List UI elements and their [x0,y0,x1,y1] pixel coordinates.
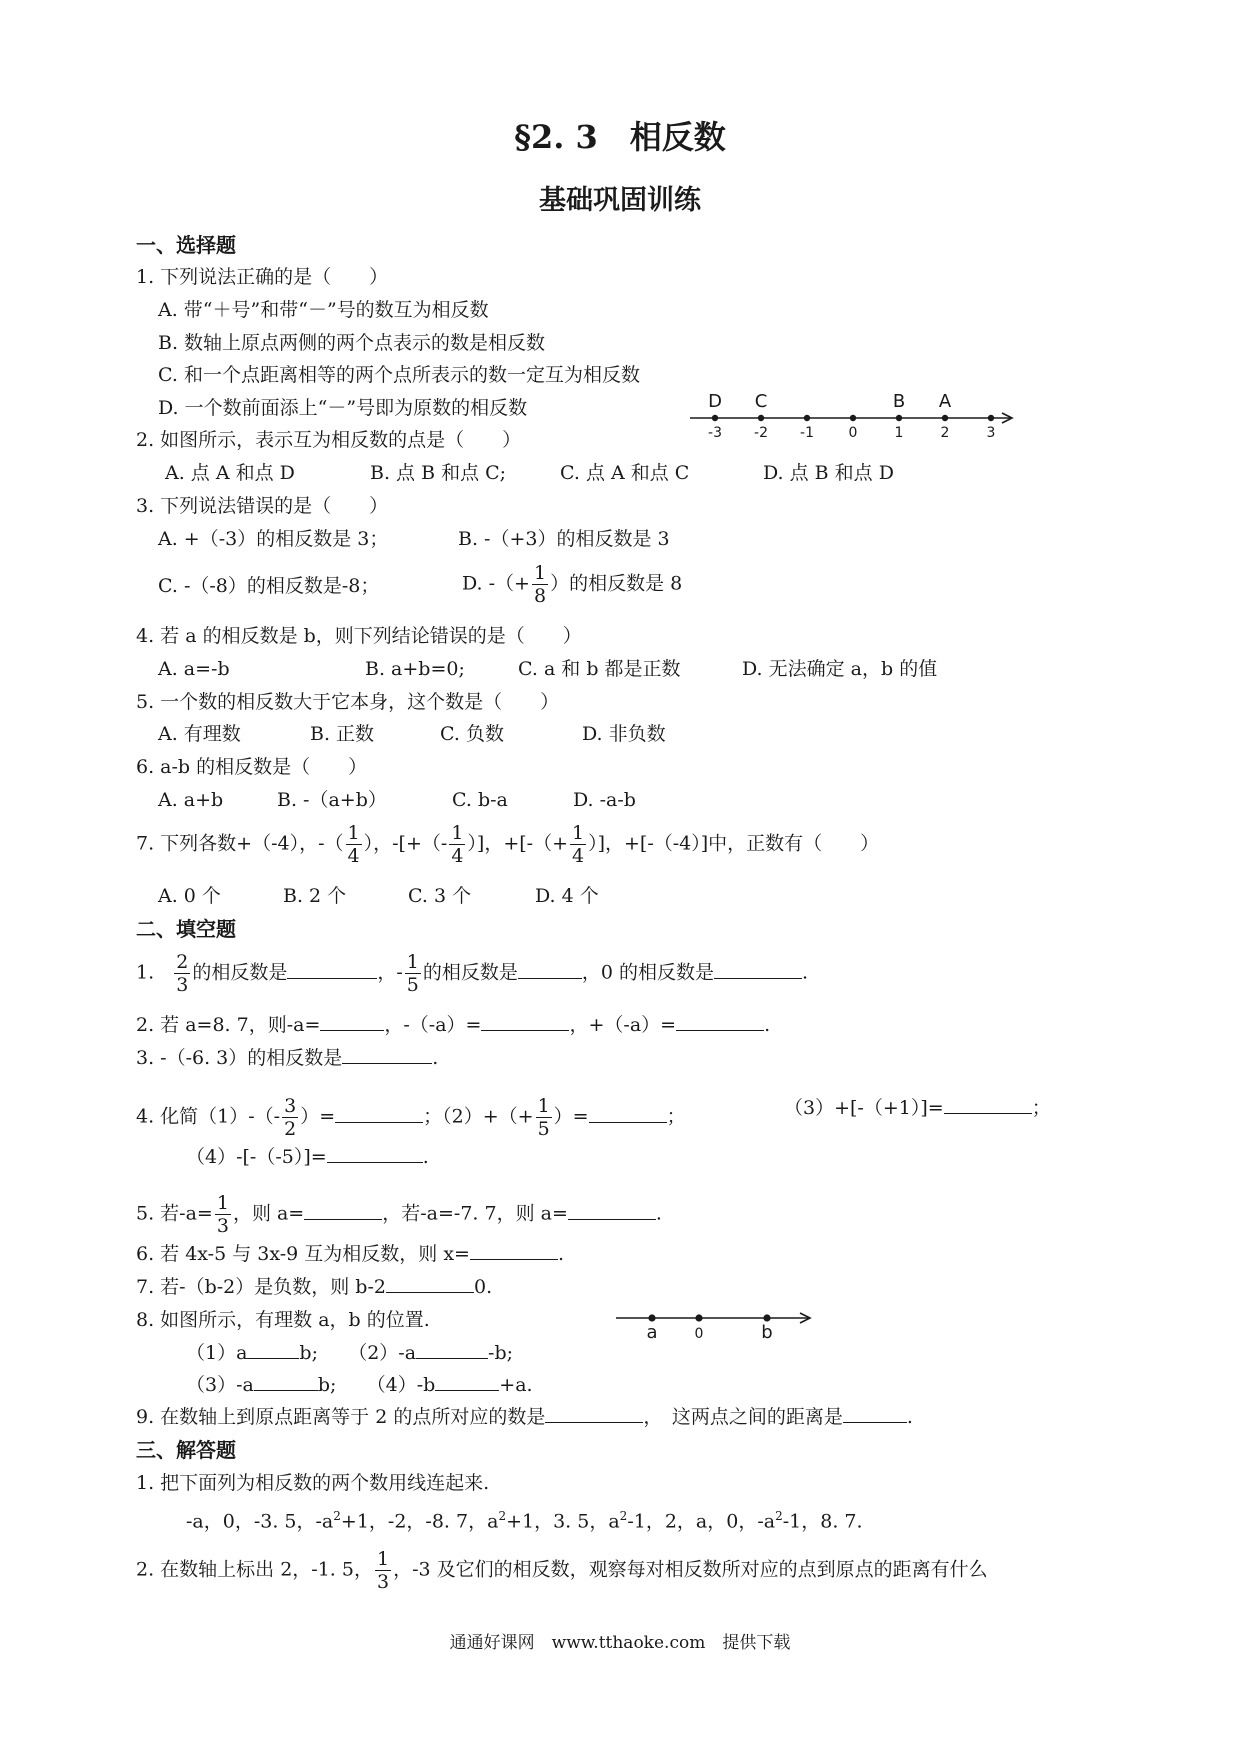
page-title: §2. 3 相反数 [514,118,726,156]
fill-q8-stem: 8. 如图所示，有理数 a，b 的位置. [136,1309,430,1331]
mc-q3-option-a: A. +（-3）的相反数是 3； [158,528,389,550]
mc-q2-option-a: A. 点 A 和点 D [165,462,295,484]
number-line-figure-1 [680,388,1025,440]
tick-label: -3 [708,425,722,440]
tick-label: 1 [894,425,904,440]
fill-q1: 1. $\frac{2}{3}$ 的相反数是 ，- $\frac{1}{5}$ 的相反数是 ，0 的相反数是 . [136,951,809,996]
fill-q7: 7. 若-（b-2）是负数，则 b-2 0. [136,1276,493,1298]
section-heading-choice: 一、选择题 [136,233,236,257]
fill-q3: 3. -（-6. 3）的相反数是 . [136,1047,439,1069]
answer-blank[interactable] [944,1095,1032,1114]
tick-label: 2 [940,425,950,440]
answer-blank[interactable] [714,960,802,979]
point-dot [648,1314,655,1321]
mc-q5-option-a: A. 有理数 [158,723,241,745]
tick-dot [712,415,718,421]
fraction: $\frac{3}{2}$ [284,1095,297,1140]
fraction: $\frac{1}{3}$ [376,1548,390,1593]
fill-q6: 6. 若 4x-5 与 3x-9 互为相反数，则 x= . [136,1243,565,1265]
tick-label: 0 [848,425,858,440]
fill-q4-line2: （4）-[-（-5）]= . [186,1146,429,1168]
point-label: B [892,391,906,412]
fill-q5: 5. 若-a= $\frac{1}{3}$ ，则 a= ，若-a=-7. 7，则 a= . [136,1192,662,1237]
answer-blank[interactable] [287,960,377,979]
fraction: $\frac{1}{4}$ [572,822,585,867]
answer-blank[interactable] [335,1104,423,1123]
answer-blank[interactable] [435,1372,499,1391]
answer-blank[interactable] [327,1144,423,1163]
mc-q5-stem: 5. 一个数的相反数大于它本身，这个数是（ ） [136,691,560,713]
mc-q5-option-d: D. 非负数 [582,723,666,745]
fraction: $\frac{1}{5}$ [406,951,419,996]
mc-q6-stem: 6. a-b 的相反数是（ ） [136,756,368,778]
mc-q6-option-c: C. b-a [452,789,508,811]
fraction: $\frac{1}{4}$ [451,822,464,867]
answer-blank[interactable] [304,1201,382,1220]
mc-q4-option-a: A. a=-b [158,658,230,680]
mc-q7-option-a: A. 0 个 [158,885,221,907]
mc-q7-option-b: B. 2 个 [283,885,347,907]
answer-blank[interactable] [568,1201,656,1220]
fraction: $\frac{1}{3}$ [216,1192,229,1237]
mc-q1-option-a: A. 带“＋号”和带“－”号的数互为相反数 [158,299,489,321]
fraction: $\frac{1}{4}$ [347,822,360,867]
mc-q6-option-b: B. -（a+b） [277,789,387,811]
answer-blank[interactable] [247,1340,299,1359]
point-label: a [646,1322,658,1343]
mc-q4-option-c: C. a 和 b 都是正数 [518,658,681,680]
answer-blank[interactable] [320,1012,384,1031]
fill-q4-line1: 4. 化简（1）-（- $\frac{3}{2}$ ）= ；（2）+（+ $\frac{1}{5}$ ）= ； [136,1095,686,1140]
mc-q2-option-d: D. 点 B 和点 D [763,462,894,484]
fraction: $\frac{1}{8}$ [533,562,547,607]
mc-q7-option-d: D. 4 个 [535,885,599,907]
point-dot [763,1314,770,1321]
answer-blank[interactable] [470,1241,558,1260]
mc-q3-option-b: B. -（+3）的相反数是 3 [458,528,670,550]
answer-blank[interactable] [589,1104,667,1123]
number-line-figure-2 [612,1302,817,1344]
fill-q8-row1: （1）a b; （2）-a -b; [186,1342,514,1364]
point-label: D [708,391,722,412]
mc-q1-option-b: B. 数轴上原点两侧的两个点表示的数是相反数 [158,332,546,354]
mc-q2-option-c: C. 点 A 和点 C [560,462,690,484]
mc-q4-option-d: D. 无法确定 a，b 的值 [742,658,938,680]
mc-q2-option-b: B. 点 B 和点 C; [370,462,507,484]
tick-label: -2 [754,425,768,440]
answer-blank[interactable] [518,960,582,979]
mc-q6-option-a: A. a+b [158,789,224,811]
tick-label: 3 [986,425,996,440]
fill-q8-row2: （3）-a b; （4）-b +a. [186,1374,533,1396]
point-label: A [938,391,952,412]
fill-q9: 9. 在数轴上到原点距离等于 2 的点所对应的数是 ， 这两点之间的距离是 . [136,1406,913,1428]
tick-dot [850,415,856,421]
mc-q2-stem: 2. 如图所示，表示互为相反数的点是（ ） [136,429,522,451]
fill-q4-part3: （3）+[-（+1）]= ； [784,1097,1051,1119]
mc-q6-option-d: D. -a-b [573,789,636,811]
mc-q5-option-b: B. 正数 [310,723,375,745]
answer-blank[interactable] [342,1045,432,1064]
mc-q7-stem: 7. 下列各数+（-4），-（ $\frac{1}{4}$ ），-[+（- $\frac{1}{4}$ ）]，+[-（+ $\frac{1}{4}$ ）]，+[-（-4）]中，正数有（ ） [136,822,880,867]
tick-dot [988,415,994,421]
point-label: C [754,391,768,412]
mc-q3-option-d: D. -（+ $\frac{1}{8}$ ）的相反数是 8 [462,562,683,607]
point-label: 0 [694,1326,704,1342]
section-heading-solve: 三、解答题 [136,1438,236,1462]
answer-blank[interactable] [481,1012,569,1031]
mc-q1-option-d: D. 一个数前面添上“－”号即为原数的相反数 [158,397,528,419]
tick-label: -1 [800,425,814,440]
mc-q4-stem: 4. 若 a 的相反数是 b，则下列结论错误的是（ ） [136,625,582,647]
tick-dot [942,415,948,421]
answer-blank[interactable] [386,1274,474,1293]
mc-q1-option-c: C. 和一个点距离相等的两个点所表示的数一定互为相反数 [158,364,640,386]
point-label: b [761,1322,773,1343]
mc-q5-option-c: C. 负数 [440,723,504,745]
fraction: $\frac{1}{5}$ [537,1095,550,1140]
answer-blank[interactable] [545,1404,643,1423]
mc-q3-option-c: C. -（-8）的相反数是-8； [158,575,380,597]
solve-q1-numbers: -a，0，-3. 5，$-a^2+1$，-2，-8. 7，$a^2+1$，3. 5，$a^2-1$，2，a，0，$-a^2-1$，8. 7. [186,1509,863,1533]
fraction: $\frac{2}{3}$ [176,951,189,996]
page-subtitle: 基础巩固训练 [539,185,701,216]
point-dot [695,1314,702,1321]
mc-q7-option-c: C. 3 个 [408,885,472,907]
tick-dot [804,415,810,421]
mc-q1-stem: 1. 下列说法正确的是（ ） [136,266,389,288]
answer-blank[interactable] [416,1340,488,1359]
tick-dot [896,415,902,421]
solve-q2: 2. 在数轴上标出 2，-1. 5， $\frac{1}{3}$ ，-3 及它们的相反数，观察每对相反数所对应的点到原点的距离有什么 [136,1548,988,1593]
answer-blank[interactable] [254,1372,318,1391]
mc-q4-option-b: B. a+b=0; [365,658,465,680]
section-heading-fill: 二、填空题 [136,917,236,941]
mc-q3-stem: 3. 下列说法错误的是（ ） [136,495,389,517]
solve-q1-stem: 1. 把下面列为相反数的两个数用线连起来. [136,1472,490,1494]
answer-blank[interactable] [843,1404,907,1423]
page-footer: 通通好课网 www.tthaoke.com 提供下载 [449,1633,791,1653]
tick-dot [758,415,764,421]
fill-q2: 2. 若 a=8. 7，则-a= ，-（-a）= ，+（-a）= . [136,1014,771,1036]
answer-blank[interactable] [676,1012,764,1031]
